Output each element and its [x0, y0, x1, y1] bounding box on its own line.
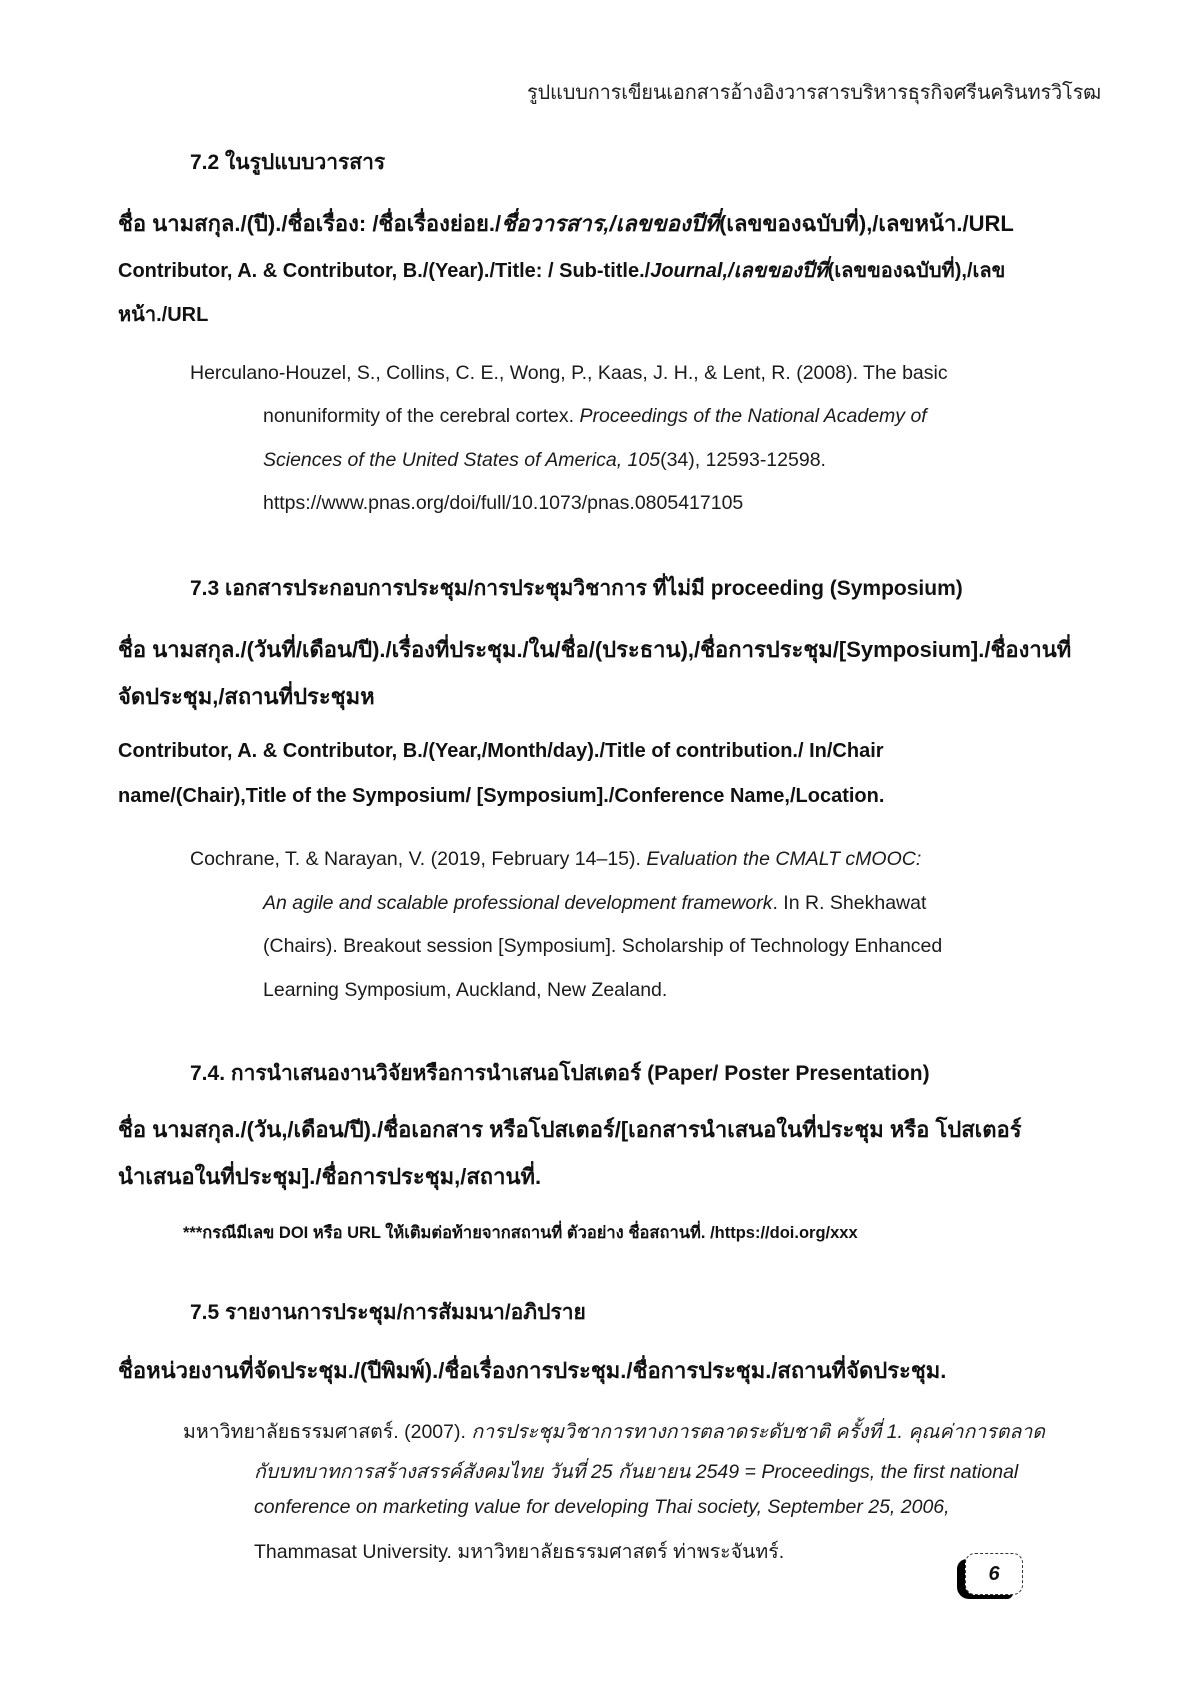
example-7-5-line1: [183, 1416, 1045, 1447]
example-text: nonuniformity of the cerebral cortex.: [263, 405, 580, 427]
example-7-3-line2: [263, 892, 926, 915]
format-th-italic: ชื่อวารสาร,/เลขของปีที่: [501, 211, 720, 236]
section-7-2-format-en: [118, 254, 1005, 286]
example-7-3-line1: [190, 848, 921, 871]
example-title-cont: An agile and scalable professional development framework: [263, 892, 773, 914]
section-7-3-format-en-line2: name/(Chair),Title of the Symposium/ [Symposium]./Conference Name,/Location.: [118, 785, 885, 807]
example-org: มหาวิทยาลัยธรรมศาสตร์. (2007).: [183, 1421, 472, 1443]
journal-name-volume: Sciences of the United States of America, 105: [263, 449, 661, 471]
example-7-2-url[interactable]: https://www.pnas.org/doi/full/10.1073/pnas.0805417105: [263, 492, 744, 514]
example-7-5-line3: conference on marketing value for developing Thai society, September 25, 2006,: [254, 1496, 950, 1518]
format-en-part1: Contributor, A. & Contributor, B./(Year)./Title: / Sub-title./: [118, 260, 651, 282]
section-7-3-format-th-line1: ชื่อ นามสกุล./(วันที่/เดือน/ปี)./เรื่องที่ประชุม./ใน/ชื่อ/(ประธาน),/ชื่อการประชุม/[Symposium]./ชื่องานที่: [118, 637, 1072, 662]
example-7-5-line4: Thammasat University. มหาวิทยาลัยธรรมศาสตร์ ท่าพระจันทร์.: [254, 1541, 785, 1563]
page-number-badge: [957, 1553, 1023, 1599]
format-th-part1: ชื่อ นามสกุล./(ปี)./ชื่อเรื่อง: /ชื่อเรื่องย่อย./: [118, 211, 502, 236]
format-en-part3: (เลขของฉบับที่),/เลข: [827, 260, 1006, 282]
section-7-2-format-en-line2: หน้า./URL: [118, 304, 209, 326]
example-7-3-line3: (Chairs). Breakout session [Symposium]. Scholarship of Technology Enhanced: [263, 935, 943, 957]
example-7-3-line4: Learning Symposium, Auckland, New Zealand.: [263, 979, 668, 1001]
journal-name: Proceedings of the National Academy of: [579, 405, 927, 427]
section-7-4-format-th-line2: นำเสนอในที่ประชุม]./ชื่อการประชุม,/สถานที่.: [118, 1164, 542, 1189]
example-7-5-line2: กับบทบาทการสร้างสรรค์สังคมไทย วันที่ 25 กันยายน 2549 = Proceedings, the first national: [254, 1461, 1019, 1483]
section-7-5-format-th: ชื่อหน่วยงานที่จัดประชุม./(ปีพิมพ์)./ชื่อเรื่องการประชุม./ชื่อการประชุม./สถานที่จัดประชุม.: [118, 1358, 947, 1383]
page-number: 6: [965, 1553, 1023, 1595]
example-chair: . In R. Shekhawat: [772, 892, 927, 914]
example-7-2-line2: [263, 405, 927, 428]
section-7-4-format-th-line1: ชื่อ นามสกุล./(วัน,/เดือน/ปี)./ชื่อเอกสาร หรือโปสเตอร์/[เอกสารนำเสนอในที่ประชุม หรือ โปสเตอร์: [118, 1117, 1022, 1142]
issue-pages: (34), 12593-12598.: [660, 449, 826, 471]
doi-url-note: ***กรณีมีเลข DOI หรือ URL ให้เติมต่อท้ายจากสถานที่ ตัวอย่าง ชื่อสถานที่. /https://doi.org/xxx: [183, 1224, 858, 1242]
section-7-2-format-th: [118, 206, 1014, 241]
section-7-4-title: 7.4. การนำเสนองานวิจัยหรือการนำเสนอโปสเตอร์ (Paper/ Poster Presentation): [190, 1062, 930, 1085]
example-authors: Cochrane, T. & Narayan, V. (2019, February 14–15).: [190, 848, 647, 870]
section-7-3-title: 7.3 เอกสารประกอบการประชุม/การประชุมวิชาการ ที่ไม่มี proceeding (Symposium): [190, 577, 963, 600]
section-7-3-format-en-line1: Contributor, A. & Contributor, B./(Year,/Month/day)./Title of contribution./ In/Chair: [118, 740, 884, 762]
example-title: การประชุมวิชาการทางการตลาดระดับชาติ ครั้งที่ 1. คุณค่าการตลาด: [471, 1421, 1045, 1443]
section-7-3-format-th-line2: จัดประชุม,/สถานที่ประชุมห: [118, 684, 375, 709]
format-en-italic: Journal,/เลขของปีที่: [650, 260, 828, 282]
section-7-5-title: 7.5 รายงานการประชุม/การสัมมนา/อภิปราย: [190, 1301, 586, 1324]
section-7-2-title: 7.2 ในรูปแบบวารสาร: [190, 151, 386, 174]
format-th-part3: (เลขของฉบับที่),/เลขหน้า./URL: [719, 211, 1014, 236]
running-header: รูปแบบการเขียนเอกสารอ้างอิงวารสารบริหารธุรกิจศรีนครินทรวิโรฒ: [527, 80, 1101, 104]
example-7-2-line1: Herculano-Houzel, S., Collins, C. E., Wong, P., Kaas, J. H., & Lent, R. (2008). The basic: [190, 362, 948, 384]
example-7-2-line3: [263, 449, 826, 472]
example-title: Evaluation the CMALT cMOOC:: [646, 848, 922, 870]
